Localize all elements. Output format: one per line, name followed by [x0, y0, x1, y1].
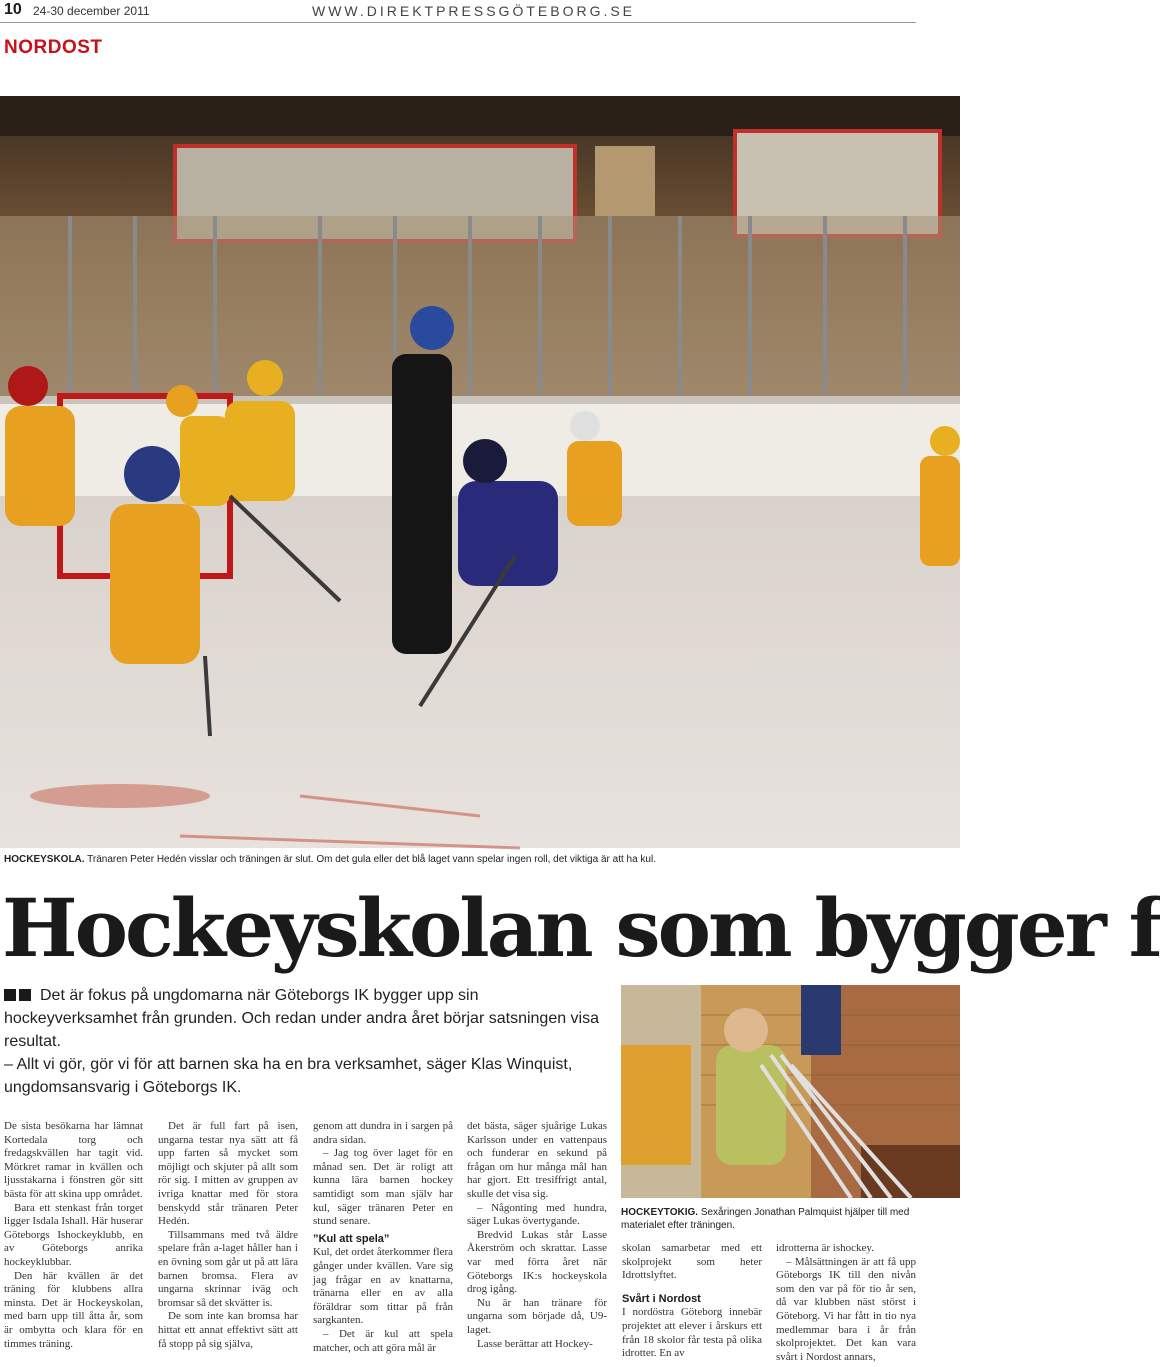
- headline: Hockeyskolan som bygger f: [2, 881, 1160, 975]
- paragraph: Tillsammans med två äldre spelare från a-laget håller han i en övning som går ut på att lära barnen bromsa. Flera av ungarna skrinnar iväg och bromsar så det skvätter is.: [158, 1228, 298, 1309]
- paragraph: Kul, det ordet återkommer flera gånger under kvällen. Vare sig jag frågar en av knattarna, tränarna eller en av alla föräldrar som tittar på från sargkanten.: [313, 1246, 453, 1327]
- masthead: [0, 0, 960, 24]
- body-column-5: [622, 1242, 762, 1361]
- bullet-icon: [4, 984, 34, 1007]
- ingress-paragraph: [4, 984, 610, 1053]
- paragraph: De som inte kan bromsa har hittat ett annat effektivt sätt att få stopp på sig själva,: [158, 1310, 298, 1350]
- subheading: Svårt i Nordost: [622, 1292, 701, 1305]
- caption-tag: HOCKEYSKOLA.: [4, 854, 85, 865]
- issue-date: 24-30 december 2011: [33, 4, 150, 18]
- side-photo: [621, 985, 960, 1198]
- subheading: ”Kul att spela”: [313, 1232, 390, 1245]
- paragraph: Nu är han tränare för ungarna som började då, U9-laget.: [467, 1296, 607, 1336]
- main-photo: [0, 96, 960, 848]
- side-caption-tag: HOCKEYTOKIG.: [621, 1207, 699, 1218]
- paragraph: skolan samarbetar med ett skolprojekt som heter Idrottslyftet.: [622, 1242, 762, 1282]
- main-photo-caption: [4, 854, 954, 865]
- paragraph: idrotterna är ishockey.: [776, 1242, 874, 1254]
- paragraph: det bästa, säger sjuårige Lukas Karlsson under en vattenpaus och funderar en sekund på frågan om hur många mål han har gjort. Ett tresiffrigt antal, skulle det visa sig.: [467, 1120, 607, 1200]
- paragraph: – Det är kul att spela matcher, och att göra mål är: [313, 1327, 453, 1354]
- site-url[interactable]: WWW.DIREKTPRESSGÖTEBORG.SE: [312, 3, 636, 19]
- side-photo-caption: [621, 1206, 921, 1232]
- side-caption-text: Sexåringen Jonathan Palmquist hjälper till med materialet efter träningen.: [621, 1207, 910, 1231]
- paragraph: – Målsättningen är att få upp Göteborgs IK till den nivån som den var på för tio år sen, då var klubben näst störst i Göteborg. Vi har fått in tio nya medlemmar bara i år från skolprojektet. Det kan vara svårt i Nordost annars,: [776, 1255, 916, 1363]
- ingress-quote: – Allt vi gör, gör vi för att barnen ska ha en bra verksamhet, säger Klas Winquist, ungdomsansvarig i Göteborgs IK.: [4, 1056, 573, 1096]
- paragraph: Bredvid Lukas står Lasse Åkerström och skrattar. Lasse var med förra året när Göteborgs IK:s hockeyskola drog igång.: [467, 1228, 607, 1296]
- ingress: [4, 984, 610, 1099]
- paragraph: Den här kvällen är det träning för klubbens allra minsta. Det är Hockeyskolan, med barn upp till åtta år, som är ombytta och klara för en timmes träning.: [4, 1269, 143, 1350]
- paragraph: – Någonting med hundra, säger Lukas övertygande.: [467, 1201, 607, 1228]
- ingress-line-1: Det är fokus på ungdomarna när Göteborgs IK bygger upp sin hockeyverksamhet från grunden. Och redan under andra året börjar satsningen visa resultat.: [4, 987, 600, 1050]
- body-column-6: [776, 1242, 916, 1364]
- body-column-2: [158, 1120, 298, 1351]
- paragraph: – Jag tog över laget för en månad sen. Det är roligt att kunna lära barnen hockey samtidigt som man själv har kul, säger tränaren Peter en stund senare.: [313, 1147, 453, 1228]
- page-number: 10: [4, 1, 22, 18]
- body-column-3: [313, 1120, 453, 1355]
- body-column-1: [4, 1120, 143, 1351]
- body-column-4: [467, 1120, 607, 1351]
- paragraph: Lasse berättar att Hockey-: [477, 1337, 593, 1350]
- paragraph: genom att dundra in i sargen på andra sidan.: [313, 1120, 453, 1146]
- paragraph: Det är full fart på isen, ungarna testar nya sätt att få upp farten så mycket som möjligt och skjuter på allt som rör sig. I mitten av gruppen av ivriga knattar med för stora benskydd står tränaren Peter Hedén.: [158, 1120, 298, 1228]
- paragraph: De sista besökarna har lämnat Kortedala torg och fredagskvällen har tagit vid. Mörkret ramar in kvällen och ljusstakarna i fönstren gör sitt bästa för att skina upp området.: [4, 1120, 143, 1200]
- paragraph: I nordöstra Göteborg innebär projektet att elever i årskurs ett från 18 skolor får testa på olika idrotter. En av: [622, 1306, 762, 1360]
- paragraph: Bara ett stenkast från torget ligger Isdala Ishall. Här huserar Göteborgs Ishockeyklubb, en av Göteborgs anrika hockeyklubbar.: [4, 1201, 143, 1268]
- caption-text: Tränaren Peter Hedén visslar och träningen är slut. Om det gula eller det blå laget vann spelar ingen roll, det viktiga är att ha kul.: [84, 854, 656, 865]
- section-label: NORDOST: [4, 37, 103, 58]
- header-rule: [0, 22, 916, 23]
